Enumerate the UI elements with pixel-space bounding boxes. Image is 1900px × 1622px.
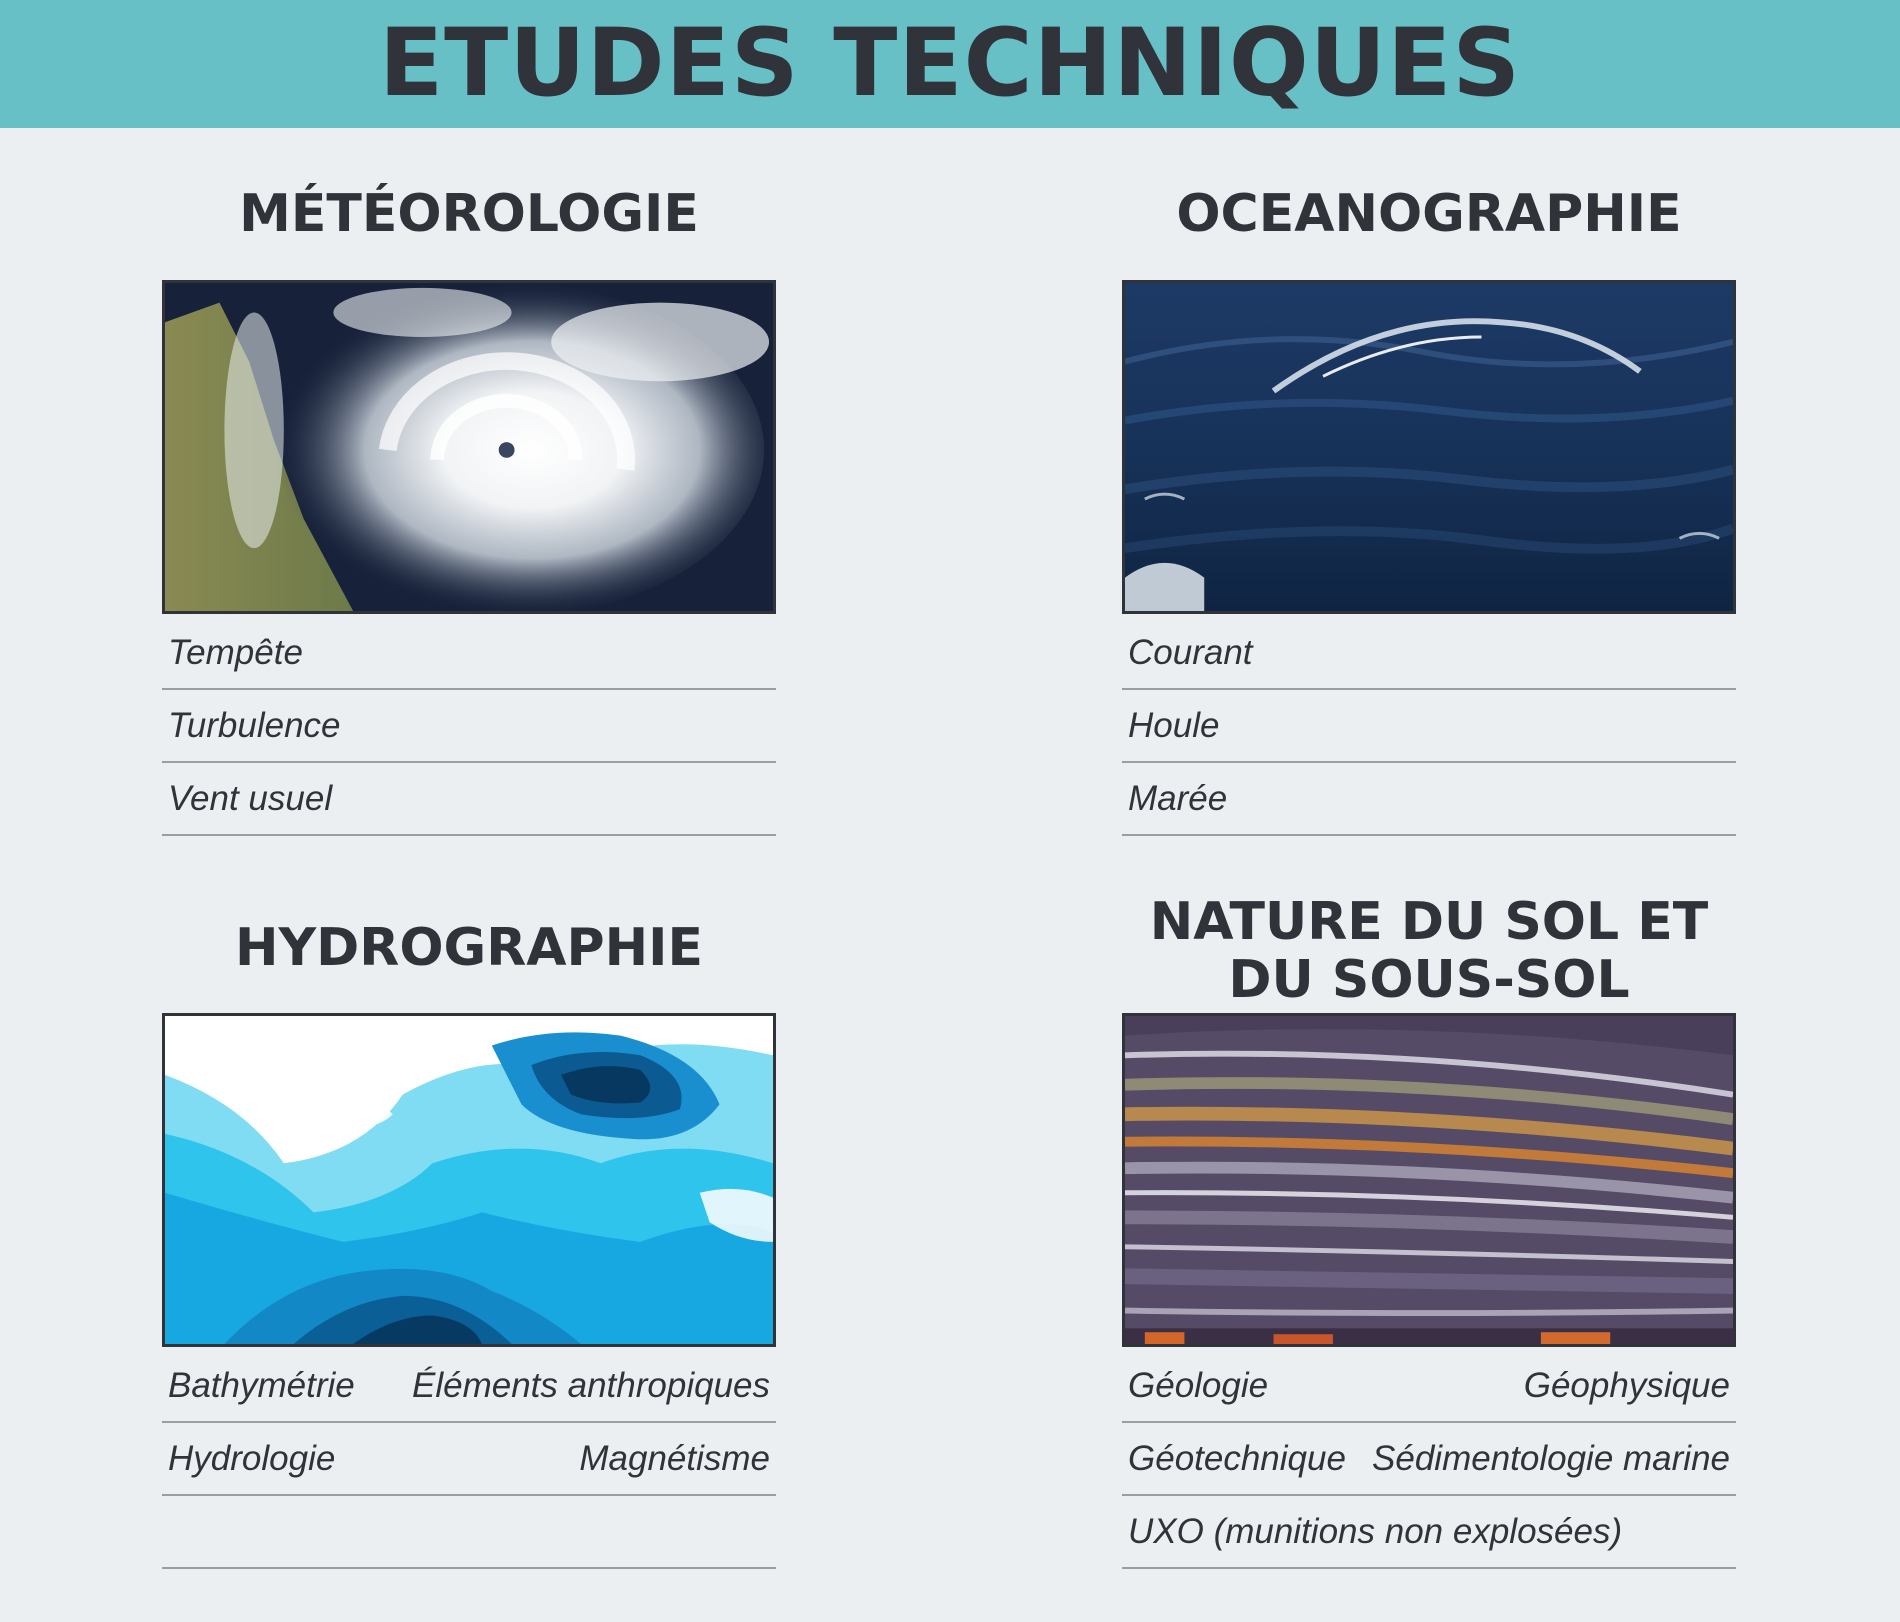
list-item bbox=[1122, 1496, 1736, 1569]
list-item bbox=[162, 1496, 776, 1569]
item-label: Tempête bbox=[168, 632, 303, 672]
item-label: UXO (munitions non explosées) bbox=[1128, 1511, 1623, 1551]
list-item bbox=[1122, 1350, 1736, 1423]
list-item bbox=[162, 1350, 776, 1423]
item-label: Géotechnique bbox=[1128, 1438, 1346, 1478]
oceanographie-list bbox=[1122, 617, 1736, 836]
list-item bbox=[162, 690, 776, 763]
section-title: OCEANOGRAPHIE bbox=[1176, 184, 1682, 244]
list-item bbox=[162, 1423, 776, 1496]
ocean-wave-image bbox=[1122, 280, 1736, 614]
list-item bbox=[1122, 763, 1736, 836]
nature-du-sol-list bbox=[1122, 1350, 1736, 1569]
list-item bbox=[162, 617, 776, 690]
page-title: ETUDES TECHNIQUES bbox=[378, 9, 1522, 118]
header-banner bbox=[0, 0, 1900, 128]
item-label: Vent usuel bbox=[168, 778, 333, 818]
item-label: Hydrologie bbox=[168, 1438, 336, 1478]
item-label: Éléments anthropiques bbox=[412, 1365, 770, 1405]
meteorologie-list bbox=[162, 617, 776, 836]
item-label: Géophysique bbox=[1523, 1365, 1730, 1405]
cyclone-image bbox=[162, 280, 776, 614]
section-title-line-1: NATURE DU SOL ET bbox=[1149, 892, 1709, 952]
section-title-line-2: DU SOUS-SOL bbox=[1228, 950, 1630, 1010]
list-item bbox=[1122, 1423, 1736, 1496]
item-label: Marée bbox=[1128, 778, 1228, 818]
item-label: Courant bbox=[1128, 632, 1253, 672]
item-label: Magnétisme bbox=[579, 1438, 770, 1478]
bathymetry-image bbox=[162, 1013, 776, 1347]
list-item bbox=[1122, 617, 1736, 690]
list-item bbox=[1122, 690, 1736, 763]
list-item bbox=[162, 763, 776, 836]
item-label: Turbulence bbox=[168, 705, 341, 745]
item-label: Sédimentologie marine bbox=[1372, 1438, 1730, 1478]
item-label: Bathymétrie bbox=[168, 1365, 355, 1405]
item-label: Houle bbox=[1128, 705, 1220, 745]
section-title: MÉTÉOROLOGIE bbox=[239, 184, 699, 244]
hydrographie-list bbox=[162, 1350, 776, 1569]
section-title: HYDROGRAPHIE bbox=[234, 918, 704, 978]
rock-strata-image bbox=[1122, 1013, 1736, 1347]
item-label: Géologie bbox=[1128, 1365, 1269, 1405]
